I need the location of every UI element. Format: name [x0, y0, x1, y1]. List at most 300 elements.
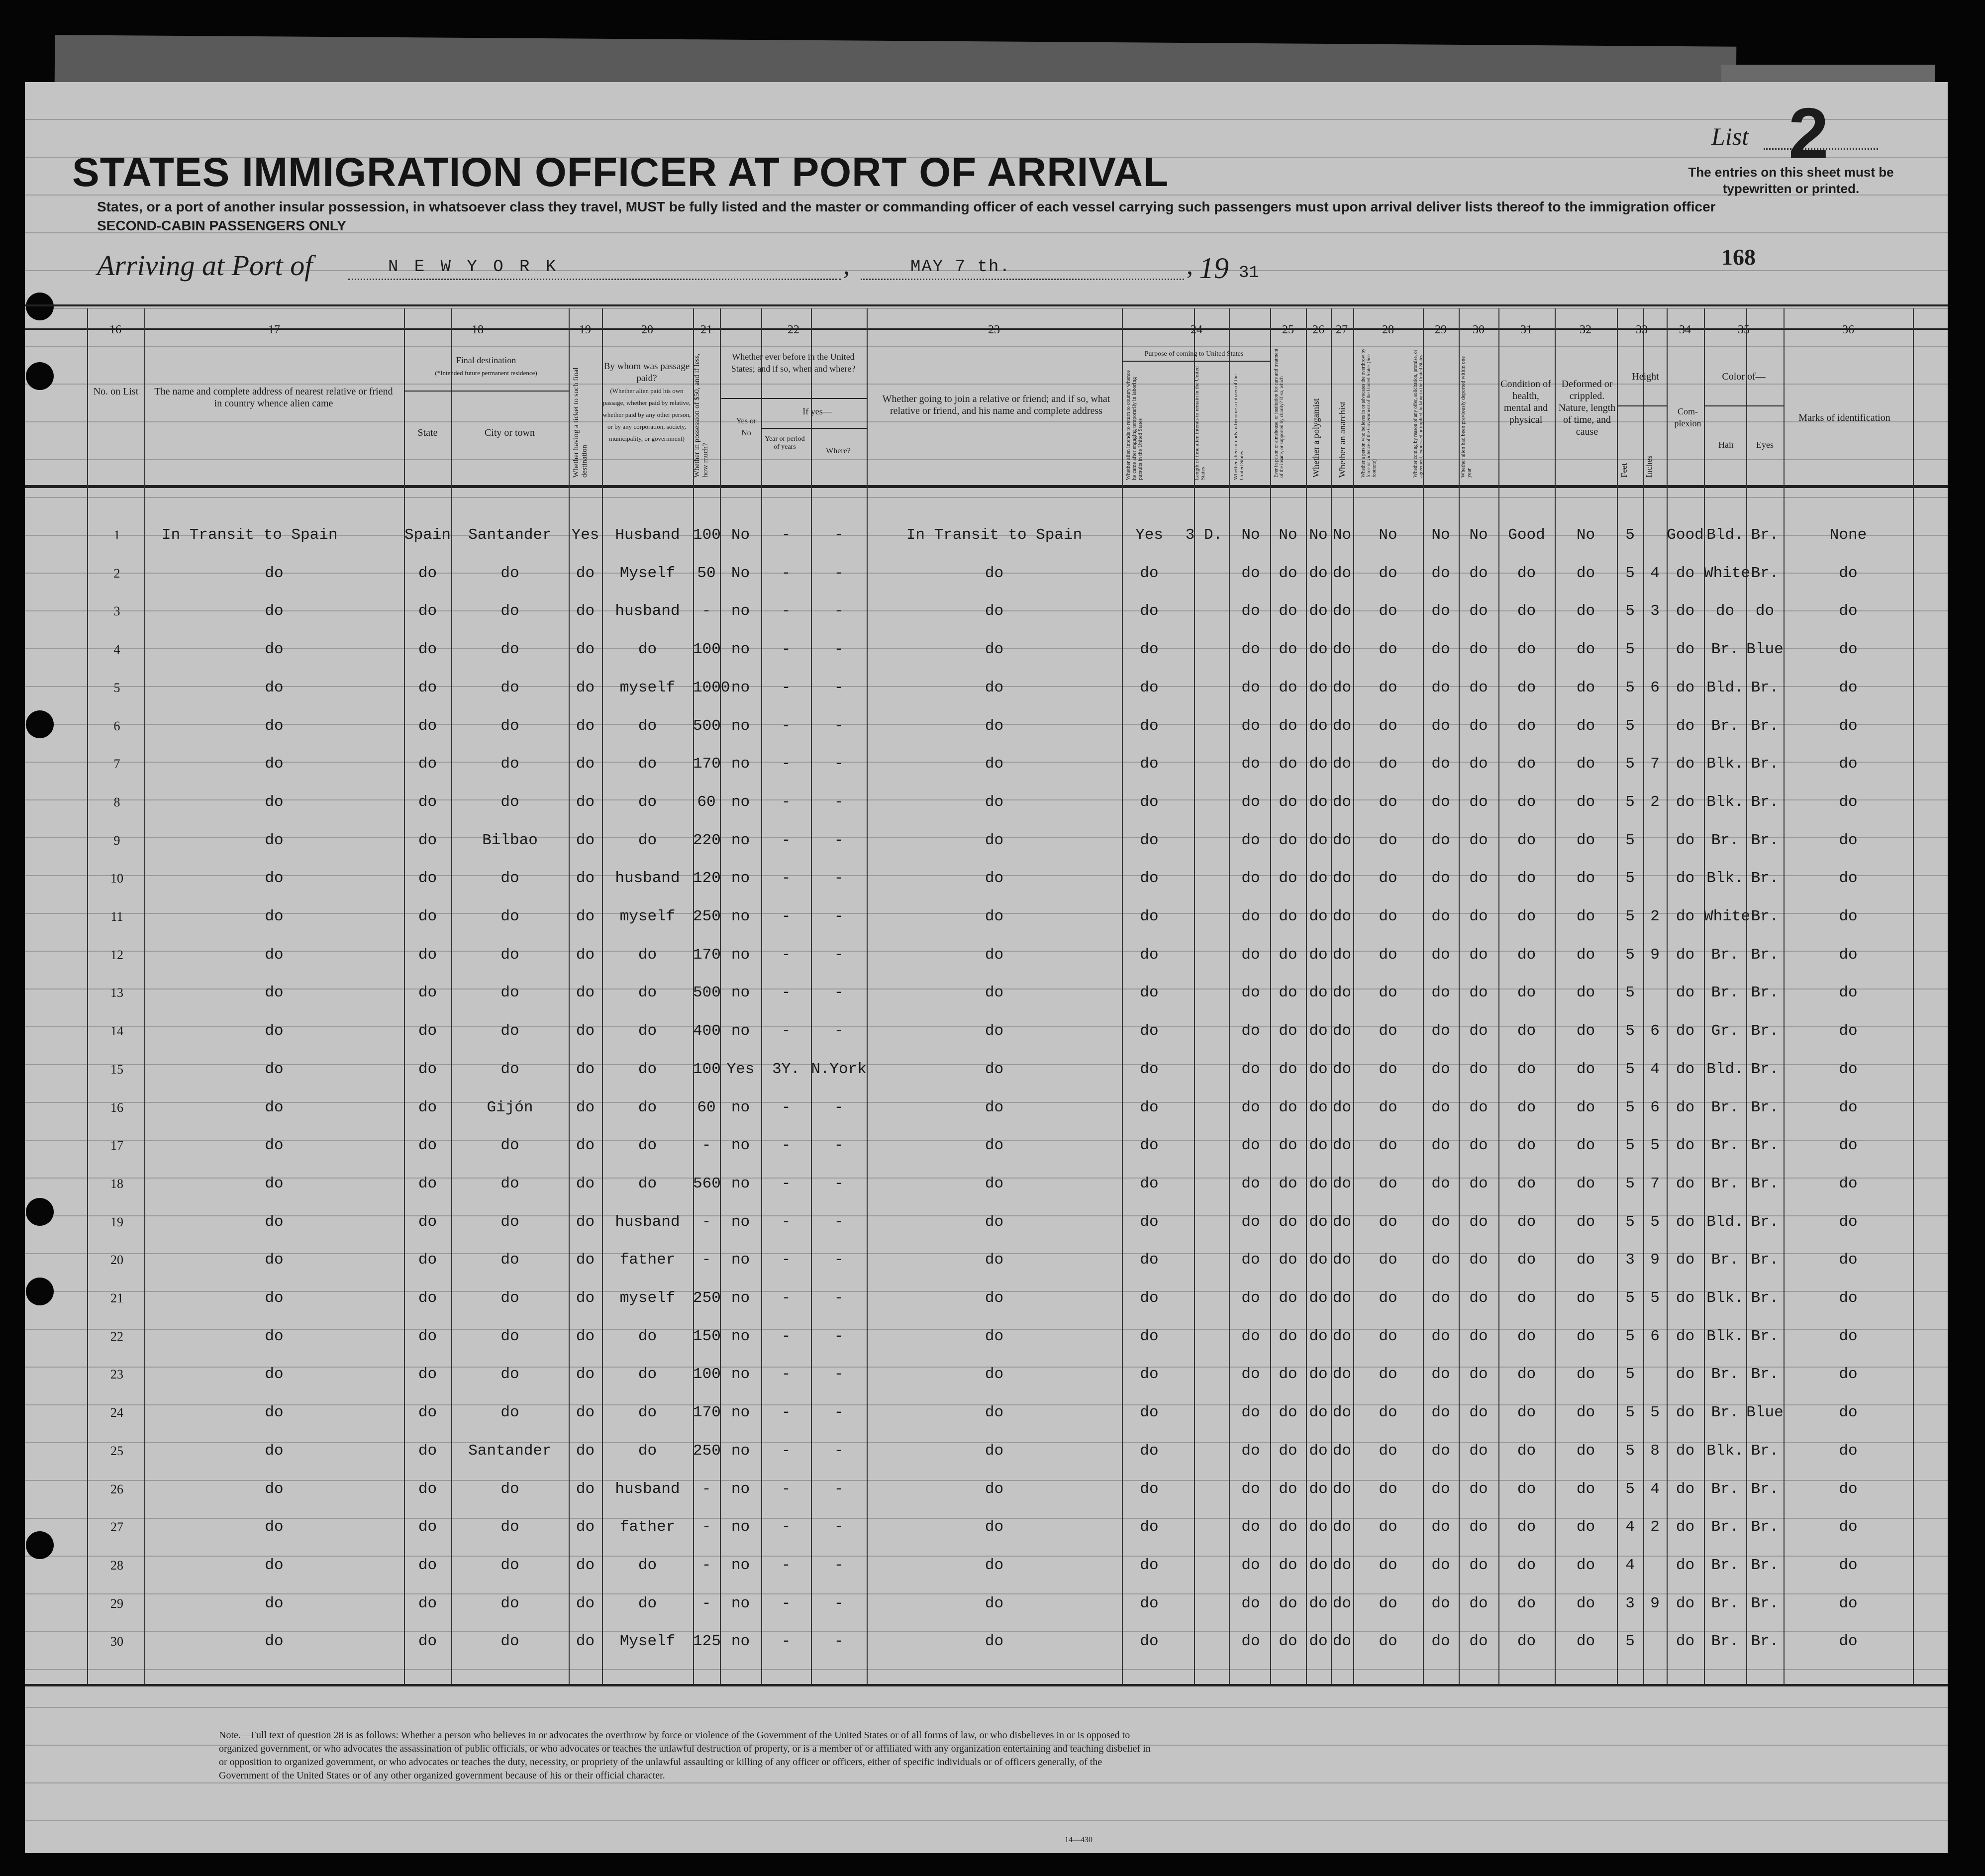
cell-cit: No	[1241, 526, 1260, 544]
cell-city: do	[500, 641, 519, 659]
cell-rel: do	[265, 1633, 284, 1651]
cell-city: do	[500, 1289, 519, 1307]
cell-len	[1177, 1012, 1231, 1050]
cell-city: do	[500, 602, 519, 620]
cell-health: do	[1517, 679, 1536, 696]
cell-marks: do	[1839, 1404, 1858, 1422]
page-title: STATES IMMIGRATION OFFICER AT PORT OF ARRIVAL	[72, 150, 1169, 195]
cell-eyes: Br.	[1751, 1480, 1779, 1498]
cell-city: Santander	[468, 1442, 552, 1460]
cell-rel: do	[265, 1289, 284, 1307]
cell-paid: do	[638, 1175, 657, 1192]
cell-dep: do	[1469, 1175, 1488, 1192]
cell-hair: Br.	[1711, 1404, 1739, 1422]
column-number: 16	[109, 323, 121, 336]
cell-over: do	[1379, 1022, 1397, 1040]
cell-paid: do	[638, 1366, 657, 1383]
cell-contr: do	[1431, 1137, 1450, 1155]
cell-health: do	[1517, 1480, 1536, 1498]
cell-anar: do	[1332, 1137, 1352, 1155]
cell-money: -	[701, 1518, 711, 1536]
cell-poly: do	[1309, 679, 1328, 696]
cell-ft: 5	[1625, 1404, 1635, 1422]
cell-paid: do	[638, 717, 657, 735]
table-top-rule	[25, 304, 1948, 306]
cell-paid: do	[638, 1022, 657, 1040]
table-row	[0, 1165, 1985, 1203]
cell-health: do	[1517, 602, 1536, 620]
cell-eyes: Br.	[1751, 984, 1779, 1002]
cell-over: do	[1379, 1480, 1397, 1498]
cell-state: do	[418, 793, 437, 811]
cell-over: do	[1379, 793, 1397, 811]
cell-before: no	[731, 717, 750, 735]
cell-cit: do	[1241, 1098, 1260, 1116]
cell-hair: Bld.	[1706, 1060, 1744, 1078]
cell-dep: do	[1469, 1022, 1488, 1040]
cell-anar: do	[1332, 1480, 1352, 1498]
cell-over: do	[1379, 564, 1397, 582]
cell-eyes: Blue	[1746, 641, 1784, 659]
cell-comp: do	[1676, 793, 1695, 811]
cell-join: do	[985, 946, 1004, 964]
cell-join: do	[985, 1327, 1004, 1345]
cell-hair: Br.	[1711, 946, 1739, 964]
cell-ft: 4	[1625, 1518, 1635, 1536]
column-number: 22	[788, 323, 799, 336]
cell-health: do	[1517, 755, 1536, 773]
cell-len	[1177, 822, 1231, 860]
cell-ft: 5	[1625, 1098, 1635, 1116]
cell-anar: do	[1332, 984, 1352, 1002]
cell-city: do	[500, 1480, 519, 1498]
cell-join: do	[985, 602, 1004, 620]
cell-cit: do	[1241, 793, 1260, 811]
cell-marks: do	[1839, 1137, 1858, 1155]
cell-state: Spain	[404, 526, 451, 544]
cell-no: 24	[110, 1405, 123, 1420]
table-row	[0, 707, 1985, 745]
cell-comp: do	[1676, 755, 1695, 773]
cell-contr: do	[1431, 1060, 1450, 1078]
cell-before: no	[731, 1327, 750, 1345]
cell-marks: do	[1839, 1289, 1858, 1307]
cell-no: 21	[110, 1291, 123, 1305]
cell-paid: Myself	[619, 564, 676, 582]
cell-rel: do	[265, 717, 284, 735]
cell-contr: do	[1431, 755, 1450, 773]
column-number: 35	[1738, 323, 1750, 336]
cell-city: do	[500, 870, 519, 888]
cell-anar: do	[1332, 870, 1352, 888]
cell-dep: do	[1469, 641, 1488, 659]
cell-city: do	[500, 908, 519, 925]
cell-ret: do	[1140, 602, 1159, 620]
cell-hair: Br.	[1711, 1480, 1739, 1498]
cell-over: do	[1379, 1098, 1397, 1116]
cell-anar: do	[1332, 679, 1352, 696]
table-row	[0, 1432, 1985, 1470]
cell-cit: do	[1241, 870, 1260, 888]
hdr-yes-no: Yes or No	[736, 417, 757, 437]
table-row	[0, 1241, 1985, 1279]
cell-paid: father	[619, 1251, 676, 1269]
hdr-feet: Feet	[1619, 463, 1629, 478]
hdr-color-of: Color of—	[1722, 371, 1766, 382]
table-bottom-rule	[25, 1684, 1948, 1686]
cell-anar: do	[1332, 641, 1352, 659]
cell-contr: do	[1431, 564, 1450, 582]
cell-in	[1643, 1623, 1667, 1661]
cell-paid: husband	[615, 602, 680, 620]
cell-before: no	[731, 908, 750, 925]
cell-marks: do	[1839, 1213, 1858, 1231]
cell-rel: do	[265, 1060, 284, 1078]
date-value: MAY 7 th.	[910, 258, 1011, 277]
cell-cit: do	[1241, 1289, 1260, 1307]
cell-poly: do	[1309, 1442, 1328, 1460]
cell-no: 9	[113, 833, 120, 848]
cell-money: 250	[693, 908, 721, 925]
cell-before: no	[731, 1137, 750, 1155]
cell-no: 26	[110, 1481, 123, 1496]
cell-eyes: Br.	[1751, 755, 1779, 773]
cell-where: -	[834, 793, 844, 811]
cell-health: do	[1517, 1098, 1536, 1116]
cell-paid: do	[638, 1060, 657, 1078]
cell-health: do	[1517, 831, 1536, 849]
cell-years: -	[781, 1175, 791, 1192]
cell-contr: do	[1431, 1556, 1450, 1574]
cell-prison: do	[1279, 1518, 1297, 1536]
cell-ticket: Yes	[571, 526, 599, 544]
cell-prison: do	[1279, 1404, 1297, 1422]
cell-over: do	[1379, 1366, 1397, 1383]
cell-years: -	[781, 717, 791, 735]
cell-comp: do	[1676, 1060, 1695, 1078]
cell-rel: do	[265, 1556, 284, 1574]
cell-ticket: do	[576, 793, 595, 811]
cell-city: do	[500, 1594, 519, 1612]
cell-before: no	[731, 641, 750, 659]
cell-money: 120	[693, 870, 721, 888]
cell-deform: do	[1576, 793, 1595, 811]
cell-dep: do	[1469, 1098, 1488, 1116]
cell-join: do	[985, 1213, 1004, 1231]
cell-ticket: do	[576, 1022, 595, 1040]
cell-deform: do	[1576, 1633, 1595, 1651]
cell-deform: do	[1576, 1480, 1595, 1498]
cell-over: No	[1379, 526, 1397, 544]
cell-rel: do	[265, 831, 284, 849]
cell-prison: do	[1279, 870, 1297, 888]
cell-contr: do	[1431, 1594, 1450, 1612]
cell-eyes: Br.	[1751, 946, 1779, 964]
cell-len	[1177, 1318, 1231, 1356]
cell-ft: 5	[1625, 1366, 1635, 1383]
cell-len	[1177, 1547, 1231, 1584]
cell-eyes: Br.	[1751, 1442, 1779, 1460]
cell-join: do	[985, 1366, 1004, 1383]
cell-poly: do	[1309, 602, 1328, 620]
cell-city: do	[500, 1251, 519, 1269]
cell-hair: Br.	[1711, 1633, 1739, 1651]
cell-comp: do	[1676, 1594, 1695, 1612]
cell-ticket: do	[576, 1213, 595, 1231]
cell-health: do	[1517, 1366, 1536, 1383]
cell-before: no	[731, 1556, 750, 1574]
cell-contr: do	[1431, 1633, 1450, 1651]
cell-where: -	[834, 717, 844, 735]
cell-deform: do	[1576, 717, 1595, 735]
cell-no: 30	[110, 1634, 123, 1649]
cell-in: 2	[1650, 793, 1660, 811]
cell-before: no	[731, 946, 750, 964]
cell-over: do	[1379, 755, 1397, 773]
cell-money: 250	[693, 1289, 721, 1307]
table-row	[0, 516, 1985, 554]
cell-health: do	[1517, 1213, 1536, 1231]
cell-contr: do	[1431, 1213, 1450, 1231]
cell-join: do	[985, 1480, 1004, 1498]
cell-state: do	[418, 831, 437, 849]
cell-ticket: do	[576, 1594, 595, 1612]
cell-over: do	[1379, 870, 1397, 888]
cell-over: do	[1379, 984, 1397, 1002]
hdr-polygamist: Whether a polygamist	[1311, 398, 1321, 478]
cell-poly: do	[1309, 1327, 1328, 1345]
cell-prison: do	[1279, 1556, 1297, 1574]
cell-money: -	[701, 1213, 711, 1231]
cell-len	[1177, 784, 1231, 821]
cell-poly: do	[1309, 1480, 1328, 1498]
cell-hair: Br.	[1711, 641, 1739, 659]
cell-health: do	[1517, 1022, 1536, 1040]
cell-marks: do	[1839, 1442, 1858, 1460]
cell-comp: do	[1676, 1556, 1695, 1574]
cell-marks: do	[1839, 831, 1858, 849]
cell-anar: do	[1332, 1327, 1352, 1345]
cell-paid: father	[619, 1518, 676, 1536]
cell-paid: Myself	[619, 1633, 676, 1651]
cell-anar: do	[1332, 1175, 1352, 1192]
cell-money: 560	[693, 1175, 721, 1192]
cell-years: -	[781, 1022, 791, 1040]
cell-join: do	[985, 908, 1004, 925]
table-row	[0, 1471, 1985, 1508]
cell-state: do	[418, 1442, 437, 1460]
cell-join: do	[985, 1022, 1004, 1040]
cell-state: do	[418, 564, 437, 582]
cell-before: no	[731, 602, 750, 620]
cell-eyes: Br.	[1751, 1556, 1779, 1574]
cell-anar: do	[1332, 717, 1352, 735]
cell-poly: do	[1309, 1366, 1328, 1383]
hdr-joining: Whether going to join a relative or friend; and if so, what relative or friend, and his name and complete address	[882, 394, 1110, 416]
cell-prison: do	[1279, 793, 1297, 811]
cell-ft: 5	[1625, 1327, 1635, 1345]
cell-rel: do	[265, 1327, 284, 1345]
cell-state: do	[418, 984, 437, 1002]
hdr-before-in-us: Whether ever before in the United States; and if so, when and where?	[731, 352, 856, 374]
cell-dep: do	[1469, 946, 1488, 964]
cell-contr: do	[1431, 1518, 1450, 1536]
cell-len	[1177, 974, 1231, 1012]
cell-deform: do	[1576, 984, 1595, 1002]
cell-ft: 5	[1625, 1060, 1635, 1078]
cell-comp: do	[1676, 831, 1695, 849]
cell-where: N.York	[811, 1060, 867, 1078]
cell-prison: do	[1279, 679, 1297, 696]
cell-poly: do	[1309, 1060, 1328, 1078]
cell-paid: do	[638, 1404, 657, 1422]
cell-rel: do	[265, 984, 284, 1002]
list-label: List	[1711, 122, 1749, 150]
cell-deform: do	[1576, 1251, 1595, 1269]
cell-len	[1177, 1585, 1231, 1623]
cell-in: 4	[1650, 1060, 1660, 1078]
cell-prison: do	[1279, 946, 1297, 964]
table-row	[0, 1508, 1985, 1546]
cell-where: -	[834, 602, 844, 620]
cell-ret: do	[1140, 755, 1159, 773]
cell-state: do	[418, 1137, 437, 1155]
cell-deform: No	[1576, 526, 1595, 544]
cell-anar: No	[1332, 526, 1352, 544]
cell-comp: do	[1676, 1289, 1695, 1307]
cell-marks: do	[1839, 755, 1858, 773]
cell-city: do	[500, 1518, 519, 1536]
cell-ticket: do	[576, 1442, 595, 1460]
cell-rel: In Transit to Spain	[162, 526, 338, 544]
cell-marks: do	[1839, 908, 1858, 925]
cell-rel: do	[265, 908, 284, 925]
cell-in: 6	[1650, 1327, 1660, 1345]
cell-cit: do	[1241, 1060, 1260, 1078]
cell-over: do	[1379, 679, 1397, 696]
cell-state: do	[418, 1518, 437, 1536]
cell-poly: do	[1309, 1633, 1328, 1651]
cell-hair: Blk.	[1706, 755, 1744, 773]
cell-cit: do	[1241, 1251, 1260, 1269]
cell-eyes: Br.	[1751, 564, 1779, 582]
cell-eyes: Br.	[1751, 526, 1779, 544]
cell-before: no	[731, 1022, 750, 1040]
cell-over: do	[1379, 1518, 1397, 1536]
cell-deform: do	[1576, 755, 1595, 773]
hdr-condition: Condition of health, mental and physical	[1500, 379, 1551, 425]
cell-health: do	[1517, 564, 1536, 582]
cell-contr: do	[1431, 1289, 1450, 1307]
cell-anar: do	[1332, 1022, 1352, 1040]
cell-years: -	[781, 1442, 791, 1460]
cell-anar: do	[1332, 602, 1352, 620]
cell-ret: do	[1140, 1518, 1159, 1536]
cell-ft: 5	[1625, 755, 1635, 773]
cell-dep: do	[1469, 1327, 1488, 1345]
cell-deform: do	[1576, 1098, 1595, 1116]
cell-marks: do	[1839, 717, 1858, 735]
cell-health: do	[1517, 908, 1536, 925]
cell-ft: 5	[1625, 717, 1635, 735]
cell-prison: do	[1279, 1060, 1297, 1078]
cell-poly: No	[1309, 526, 1328, 544]
cell-money: 500	[693, 717, 721, 735]
cell-no: 15	[110, 1062, 123, 1077]
cell-state: do	[418, 908, 437, 925]
cell-comp: do	[1676, 1251, 1695, 1269]
cell-years: -	[781, 870, 791, 888]
cell-ticket: do	[576, 717, 595, 735]
cell-marks: do	[1839, 1098, 1858, 1116]
cell-years: -	[781, 1556, 791, 1574]
cell-where: -	[834, 564, 844, 582]
cell-len	[1177, 707, 1231, 745]
cell-deform: do	[1576, 946, 1595, 964]
table-row	[0, 1280, 1985, 1317]
subheader-rule	[1704, 405, 1784, 406]
cell-in: 6	[1650, 679, 1660, 696]
cell-in	[1643, 516, 1667, 554]
subheader-rule	[1122, 361, 1270, 362]
cell-poly: do	[1309, 908, 1328, 925]
cell-rel: do	[265, 602, 284, 620]
cell-no: 22	[110, 1329, 123, 1344]
cell-money: -	[701, 602, 711, 620]
cell-in: 5	[1650, 1137, 1660, 1155]
cell-rel: do	[265, 1137, 284, 1155]
cell-eyes: Br.	[1751, 1633, 1779, 1651]
cell-money: -	[701, 1480, 711, 1498]
table-row	[0, 555, 1985, 592]
cell-rel: do	[265, 946, 284, 964]
hdr-no-on-list: No. on List	[93, 386, 139, 397]
cell-len	[1177, 1203, 1231, 1241]
cell-money: 100	[693, 641, 721, 659]
cell-ticket: do	[576, 564, 595, 582]
cell-paid: do	[638, 755, 657, 773]
cell-cit: do	[1241, 908, 1260, 925]
cell-in: 8	[1650, 1442, 1660, 1460]
table-row	[0, 1089, 1985, 1127]
cell-over: do	[1379, 1327, 1397, 1345]
cell-contr: do	[1431, 641, 1450, 659]
cell-rel: do	[265, 1518, 284, 1536]
cell-ret: do	[1140, 793, 1159, 811]
cell-prison: do	[1279, 1098, 1297, 1116]
comma: ,	[1187, 252, 1193, 280]
cell-ticket: do	[576, 1518, 595, 1536]
cell-ft: 3	[1625, 1251, 1635, 1269]
cell-dep: do	[1469, 1633, 1488, 1651]
cell-ft: 5	[1625, 564, 1635, 582]
cell-anar: do	[1332, 793, 1352, 811]
cell-years: -	[781, 526, 791, 544]
cell-in	[1643, 822, 1667, 860]
cell-money: 100	[693, 1366, 721, 1383]
cell-prison: do	[1279, 1175, 1297, 1192]
cell-paid: do	[638, 1442, 657, 1460]
list-number: 2	[1788, 93, 1829, 174]
cell-eyes: Br.	[1751, 1060, 1779, 1078]
hdr-state: State	[417, 427, 438, 438]
cell-contr: do	[1431, 1022, 1450, 1040]
cell-anar: do	[1332, 1251, 1352, 1269]
cell-hair: White	[1704, 908, 1751, 925]
cell-before: no	[731, 1594, 750, 1612]
cell-join: do	[985, 793, 1004, 811]
cell-prison: do	[1279, 1594, 1297, 1612]
